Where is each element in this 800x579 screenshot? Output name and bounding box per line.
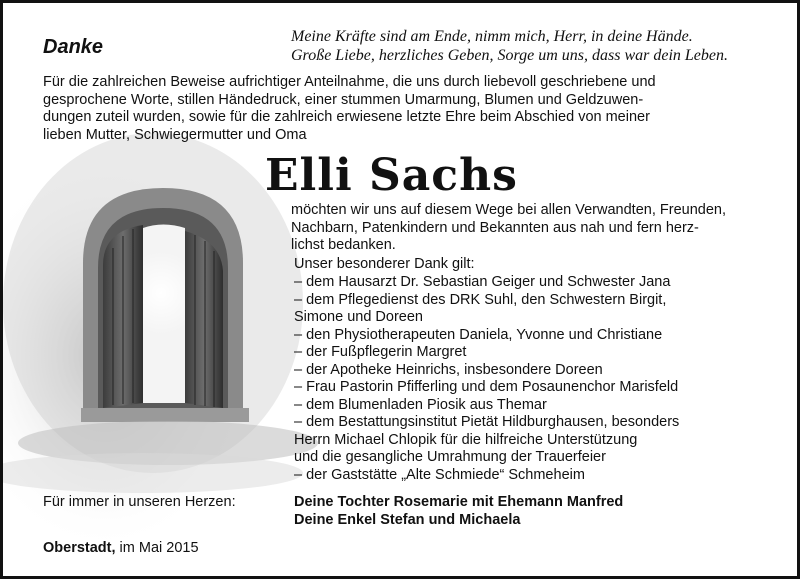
signatory-line: Deine Enkel Stefan und Michaela [294,511,521,528]
thanks-line: Nachbarn, Patenkindern und Bekannten aus nah und fern herz- [291,219,699,236]
deceased-name: Elli Sachs [265,150,518,201]
intro-line: lieben Mutter, Schwiegermutter und Oma [43,126,307,143]
thanks-paragraph [291,202,765,255]
intro-line: gesprochene Worte, stillen Händedruck, einer stummen Umarmung, Blumen und Geldzuwen- [43,91,644,108]
thanks-line: möchten wir uns auf diesem Wege bei allen Verwandten, Freunden, [291,202,726,218]
thanks-line: lichst bedanken. [291,237,396,253]
list-item: – Frau Pastorin Pfifferling und dem Posaunenchor Marisfeld [294,379,679,395]
motto-line: Meine Kräfte sind am Ende, nimm mich, Herr, in deine Hände. [291,28,693,45]
date: im Mai 2015 [115,540,199,556]
signatories [294,494,623,529]
farewell-label: Für immer in unseren Herzen: [43,494,236,510]
list-item: – dem Hausarzt Dr. Sebastian Geiger und Schwester Jana [294,274,671,290]
list-item: – den Physiotherapeuten Daniela, Yvonne und Christiane [294,326,663,343]
motto-line: Große Liebe, herzliches Geben, Sorge um uns, dass war dein Leben. [291,47,728,64]
list-item: – der Apotheke Heinrichs, insbesondere Doreen [294,361,603,378]
intro-line: Für die zahlreichen Beweise aufrichtiger Anteilnahme, die uns durch liebevoll geschriebene und [43,74,656,90]
list-item: – der Fußpflegerin Margret [294,344,467,360]
list-item: Herrn Michael Chlopik für die hilfreiche Unterstützung [294,431,638,448]
list-item: und die gesangliche Umrahmung der Trauerfeier [294,449,606,465]
list-item: Simone und Doreen [294,309,423,325]
intro-paragraph [43,74,765,144]
list-item: – dem Pflegedienst des DRK Suhl, den Schwestern Birgit, [294,291,667,308]
list-item: – dem Bestattungsinstitut Pietät Hildburghausen, besonders [294,414,680,430]
motto-verse [291,27,728,65]
place-date [43,540,199,558]
special-thanks-list [294,274,679,484]
special-thanks-heading: Unser besonderer Dank gilt: [294,256,475,272]
danke-heading: Danke [43,36,104,58]
list-item: – dem Blumenladen Piosik aus Themar [294,396,547,413]
signatory-line: Deine Tochter Rosemarie mit Ehemann Manfred [294,494,624,510]
list-item: – der Gaststätte „Alte Schmiede“ Schmeheim [294,466,585,483]
intro-line: dungen zuteil wurden, sowie für die zahlreich erwiesene letzte Ehre beim Abschied von meiner [43,109,650,125]
place: Oberstadt, [43,540,116,556]
